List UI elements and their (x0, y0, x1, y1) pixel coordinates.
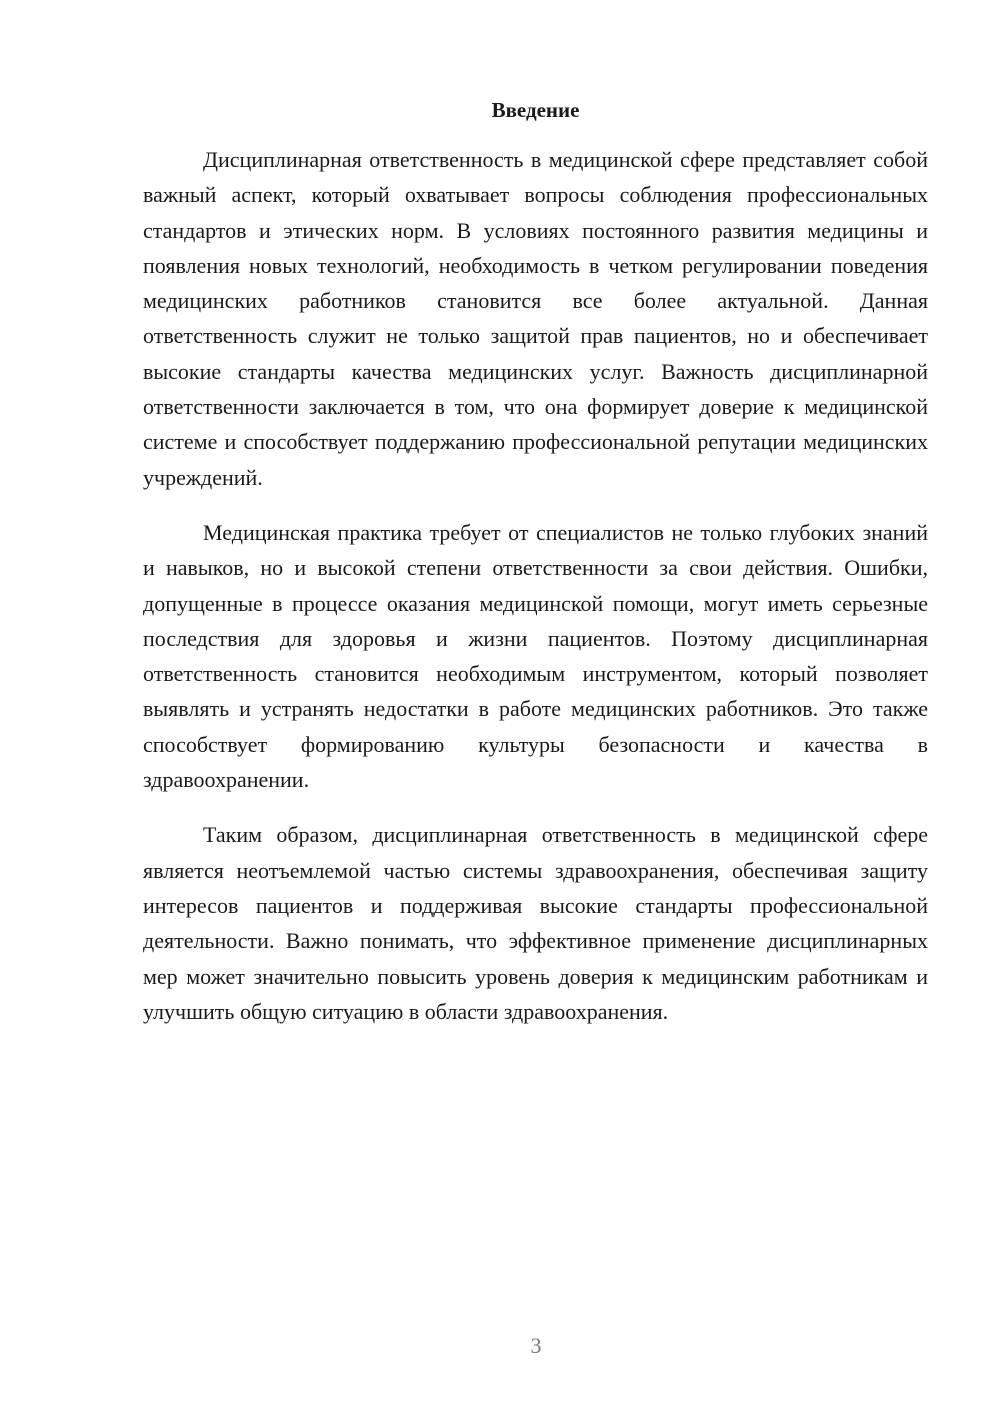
paragraph-1: Дисциплинарная ответственность в медицинской сфере представляет собой важный аспект, который охватывает вопросы соблюдения профессиональных стандартов и этических норм. В условиях постоянного развития медицины и появления новых технологий, необходимость в четком регулировании поведения медицинских работников становится все более актуальной. Данная ответственность служит не только защитой прав пациентов, но и обеспечивает высокие стандарты качества медицинских услуг. Важность дисциплинарной ответственности заключается в том, что она формирует доверие к медицинской системе и способствует поддержанию профессиональной репутации медицинских учреждений. (143, 147, 928, 490)
body-text (143, 142, 928, 1049)
paragraph-3: Таким образом, дисциплинарная ответственность в медицинской сфере является неотъемлемой частью системы здравоохранения, обеспечивая защиту интересов пациентов и поддерживая высокие стандарты профессиональной деятельности. Важно понимать, что эффективное применение дисциплинарных мер может значительно повысить уровень доверия к медицинским работникам и улучшить общую ситуацию в области здравоохранения. (143, 822, 928, 1024)
paragraph-2: Медицинская практика требует от специалистов не только глубоких знаний и навыков, но и высокой степени ответственности за свои действия. Ошибки, допущенные в процессе оказания медицинской помощи, могут иметь серьезные последствия для здоровья и жизни пациентов. Поэтому дисциплинарная ответственность становится необходимым инструментом, который позволяет выявлять и устранять недостатки в работе медицинских работников. Это также способствует формированию культуры безопасности и качества в здравоохранении. (143, 519, 928, 793)
page-number: 3 (530, 1333, 542, 1358)
page-title: Введение (491, 98, 580, 122)
